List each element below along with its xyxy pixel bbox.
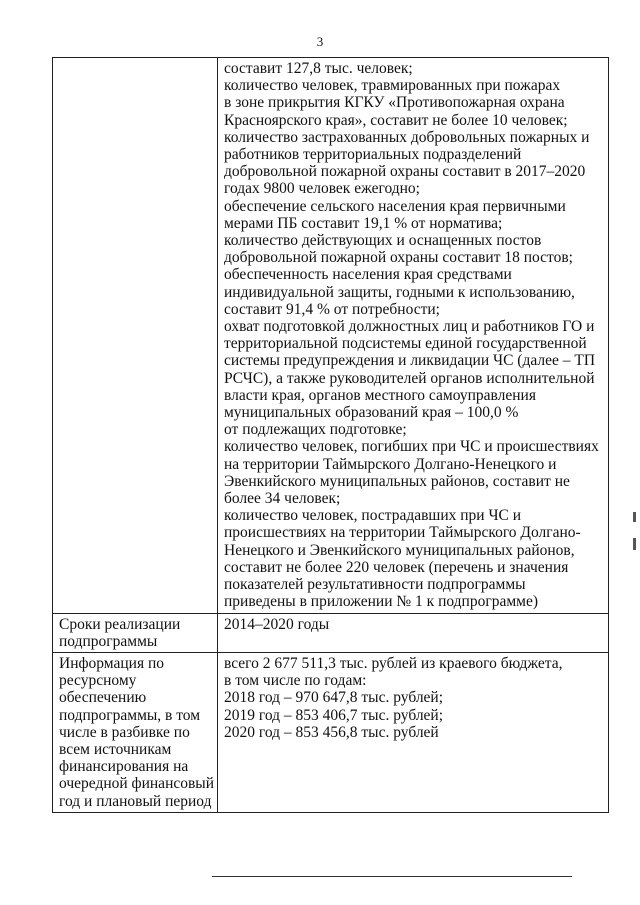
text-line: годах 9800 человек ежегодно; bbox=[224, 180, 420, 198]
text-line: муниципальных образований края – 100,0 % bbox=[224, 404, 519, 422]
table-row-period bbox=[53, 613, 609, 652]
text-line: в зоне прикрытия КГКУ «Противопожарная охрана bbox=[224, 94, 565, 112]
text-line: приведены в приложении № 1 к подпрограмме) bbox=[224, 593, 538, 611]
text-line: добровольной пожарной охраны составит в 2017–2020 bbox=[224, 163, 586, 181]
text-line: количество действующих и оснащенных постов bbox=[224, 232, 542, 250]
funding-label-line: подпрограммы, в том bbox=[59, 706, 201, 724]
period-label-line: Сроки реализации bbox=[59, 615, 181, 633]
funding-label-cell bbox=[53, 652, 218, 812]
funding-label-line: ресурсному bbox=[59, 672, 137, 690]
funding-value-cell bbox=[218, 652, 609, 812]
page-number: 3 bbox=[316, 34, 324, 49]
text-line: обеспечение сельского населения края первичными bbox=[224, 197, 566, 215]
text-line: работников территориальных подразделений bbox=[224, 146, 522, 164]
text-line: индивидуальной защиты, годными к использованию, bbox=[224, 283, 575, 301]
text-line: охват подготовкой должностных лиц и работников ГО и bbox=[224, 318, 595, 336]
text-line: Красноярского края», составит не более 10 человек; bbox=[224, 111, 568, 129]
funding-label-line: всем источникам bbox=[59, 740, 172, 758]
text-line: составит 127,8 тыс. человек; bbox=[224, 60, 413, 77]
text-line: количество человек, травмированных при пожарах bbox=[224, 77, 561, 95]
funding-value-line: 2020 год – 853 456,8 тыс. рублей bbox=[224, 723, 439, 741]
text-line: мерами ПБ составит 19,1 % от норматива; bbox=[224, 214, 503, 232]
text-line: количество человек, пострадавших при ЧС и bbox=[224, 507, 522, 525]
label-cell-empty bbox=[53, 58, 218, 614]
funding-label-line: числе в разбивке по bbox=[59, 723, 190, 741]
funding-value-line: 2019 год – 853 406,7 тыс. рублей; bbox=[224, 706, 444, 724]
indicators-cell bbox=[218, 58, 609, 614]
text-line: Ненецкого и Эвенкийского муниципальных районов, bbox=[224, 541, 575, 559]
passport-table bbox=[52, 57, 609, 813]
text-line: Эвенкийского муниципальных районов, составит не bbox=[224, 472, 570, 490]
text-line: составит не более 220 человек (перечень и значения bbox=[224, 558, 569, 576]
table-row-indicators bbox=[53, 58, 609, 614]
text-line: составит 91,4 % от потребности; bbox=[224, 300, 440, 318]
text-line: количество человек, погибших при ЧС и происшествиях bbox=[224, 438, 599, 456]
funding-value-line: в том числе по годам: bbox=[224, 672, 367, 690]
scan-edge-mark bbox=[633, 512, 636, 522]
funding-label-line: год и плановый период bbox=[59, 792, 212, 810]
text-line: системы предупреждения и ликвидации ЧС (далее – ТП bbox=[224, 352, 596, 370]
text-line: более 34 человек; bbox=[224, 490, 341, 508]
text-line: показателей результативности подпрограммы bbox=[224, 576, 526, 594]
funding-label-line: очередной финансовый bbox=[59, 775, 215, 793]
funding-value-line: 2018 год – 970 647,8 тыс. рублей; bbox=[224, 689, 444, 707]
scan-edge-mark bbox=[633, 538, 636, 550]
text-line: добровольной пожарной охраны составит 18 постов; bbox=[224, 249, 573, 267]
period-value: 2014–2020 годы bbox=[224, 615, 330, 633]
text-line: обеспеченность населения края средствами bbox=[224, 266, 512, 284]
text-line: РСЧС), а также руководителей органов исполнительной bbox=[224, 369, 595, 387]
text-line: происшествиях на территории Таймырского Долгано- bbox=[224, 524, 581, 542]
funding-label-line: Информация по bbox=[59, 654, 165, 672]
period-label-line: подпрограммы bbox=[59, 632, 158, 650]
period-label-cell bbox=[53, 613, 218, 652]
text-line: власти края, органов местного самоуправления bbox=[224, 386, 536, 404]
text-line: количество застрахованных добровольных пожарных и bbox=[224, 128, 590, 146]
funding-label-line: финансирования на bbox=[59, 758, 189, 776]
funding-value-line: всего 2 677 511,3 тыс. рублей из краевого бюджета, bbox=[224, 654, 563, 672]
footer-rule bbox=[212, 876, 572, 877]
funding-label-line: обеспечению bbox=[59, 689, 147, 707]
text-line: территориальной подсистемы единой государственной bbox=[224, 335, 587, 353]
table-row-funding bbox=[53, 652, 609, 812]
period-value-cell bbox=[218, 613, 609, 652]
text-line: от подлежащих подготовке; bbox=[224, 421, 407, 439]
text-line: на территории Таймырского Долгано-Ненецкого и bbox=[224, 455, 557, 473]
